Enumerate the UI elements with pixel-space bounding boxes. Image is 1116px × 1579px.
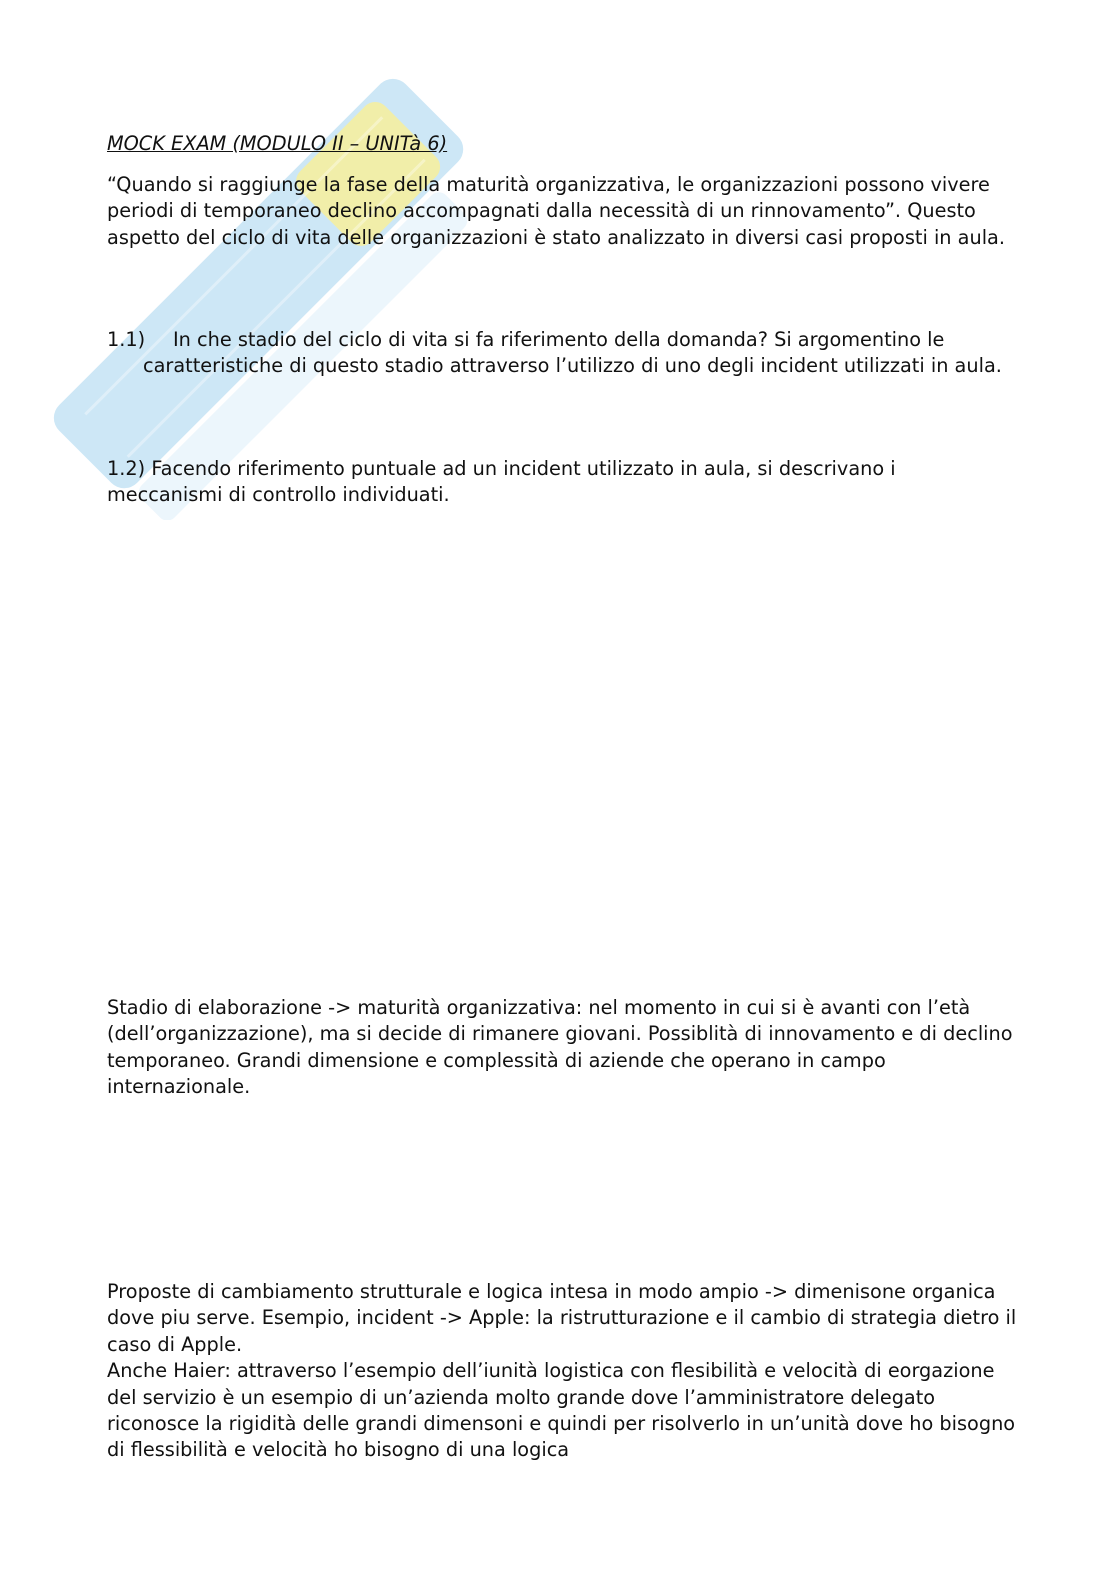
question-1-1-number: 1.1) xyxy=(107,328,146,351)
document-title: MOCK EXAM (MODULO II – UNITà 6) xyxy=(107,132,448,155)
intro-paragraph: “Quando si raggiunge la fase della maturità organizzativa, le organizzazioni possono vivere periodi di temporaneo declino accompagnati dalla necessità di un rinnovamento”. Questo aspetto del ciclo di vita delle organizzazioni è stato analizzato in diversi casi proposti in aula. xyxy=(107,173,1005,249)
question-1-2: 1.2) Facendo riferimento puntuale ad un incident utilizzato in aula, si descrivano i meccanismi di controllo individuati. xyxy=(107,457,896,507)
question-1-1-text: In che stadio del ciclo di vita si fa riferimento della domanda? Si argomentino le caratteristiche di questo stadio attraverso l’utilizzo di uno degli incident utilizzati in aula. xyxy=(143,328,1002,378)
studenti-watermark-logo xyxy=(20,40,490,520)
answer-paragraph-1: Stadio di elaborazione -> maturità organizzativa: nel momento in cui si è avanti con l’età (dell’organizzazione), ma si decide di rimanere giovani. Possiblità di innovamento e di declino temporaneo. Grandi dimensione e complessità di aziende che operano in campo internazionale. xyxy=(107,996,1013,1099)
answer-block-2 xyxy=(107,1279,1017,1464)
answer-paragraph-3: Anche Haier: attraverso l’esempio dell’iunità logistica con flesibilità e velocità di eorgazione del servizio è un esempio di un’azienda molto grande dove l’amministratore delegato riconosce la rigidità delle grandi dimensoni e quindi per risolverlo in un’unità dove ho bisogno di flessibilità e velocità ho bisogno di una logica xyxy=(107,1359,1016,1462)
answer-paragraph-2: Proposte di cambiamento strutturale e logica intesa in modo ampio -> dimenisone organica dove piu serve. Esempio, incident -> Apple: la ristrutturazione e il cambio di strategia dietro il caso di Apple. xyxy=(107,1280,1017,1356)
question-1-1 xyxy=(107,327,1017,380)
